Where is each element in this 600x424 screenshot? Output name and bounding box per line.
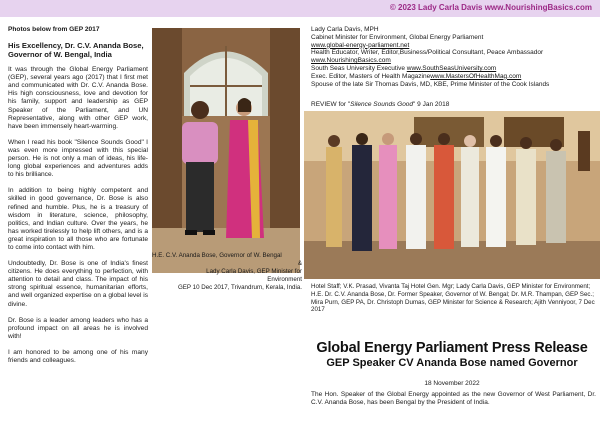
bio-editor-label: Exec. Editor, Masters of Health Magazine bbox=[311, 72, 431, 80]
press-subtitle: GEP Speaker CV Ananda Bose named Governor bbox=[326, 357, 578, 369]
paragraph-3: In addition to being highly competent and skilled in good governance, Dr. Bose is also refined and humble. Plus, he is a treasury of wisdom in literature, science, philosophy, politics, and Indian culture. Over the years, he has worked tirelessly to help lift others, and is a great inspiration to all those who are fortunate to come into contact with him. bbox=[8, 187, 148, 251]
review-prefix: REVIEW for " bbox=[311, 101, 351, 108]
masters-of-health-link[interactable]: www.MastersOfHealthMag.com bbox=[430, 72, 522, 80]
bio-university-label: South Seas University Executive bbox=[311, 64, 407, 72]
caption1-amp: & bbox=[297, 260, 302, 267]
caption1-line3: Environment bbox=[267, 276, 302, 283]
caption1-line2: Lady Carla Davis, GEP Minister for bbox=[206, 268, 302, 275]
heading-line-2: Governor of W. Bengal, India bbox=[8, 50, 112, 60]
bio-spouse: Spouse of the late Sir Thomas Davis, MD, KBE, Prime Minister of the Cook Islands bbox=[311, 80, 550, 88]
group-photo-caption: Hotel Staff; V.K. Prasad, Vivanta Taj Hotel Gen. Mgr; Lady Carla Davis, GEP Minister for Environment; H.E. Dr. C.V. Ananda Bose, Dr. Former Speaker, Governor of W. Bengal; Dr. M.R. Thampan, GEP Sec.; Mira Purn, GEP PA, Dr. Christoph Dumas, GEP Minister for Science & Research; Ajith Venniyoor, 7 Dec 2017 bbox=[311, 283, 595, 314]
paragraph-5: Dr. Bose is a leader among leaders who has a profound impact on all areas he is involved with! bbox=[8, 316, 148, 340]
south-seas-link[interactable]: www.SouthSeasUniversity.com bbox=[406, 64, 497, 72]
bio-name: Lady Carla Davis, MPH bbox=[311, 26, 379, 33]
article-heading bbox=[8, 41, 148, 59]
paragraph-2: When I read his book "Silence Sounds Good" I was even more impressed with this special person. He is not only a man of ideas, his life-long global experiences and adventures adds to his brilliance. bbox=[8, 138, 148, 179]
paragraph-6: I am honored to be among one of his many friends and colleagues. bbox=[8, 348, 148, 364]
caption1-line4: GEP 10 Dec 2017, Trivandrum, Kerala, India. bbox=[177, 284, 302, 291]
bio-roles: Health Educator, Writer, Editor,Business/Political Consultant, Peace Ambassador bbox=[311, 49, 544, 57]
bio-university bbox=[311, 65, 596, 73]
gep-website-link[interactable]: www.global-energy-parliament.net bbox=[311, 41, 410, 49]
left-column bbox=[8, 26, 148, 365]
paragraph-4: Undoubtedly, Dr. Bose is one of India's finest citizens. He does everything to perfection, with attention to detail and class. The impact of his strong spiritual essence, humanitarian efforts, and well organized expertise on a global level is divine. bbox=[8, 260, 148, 308]
review-line bbox=[311, 101, 449, 108]
press-body: The Hon. Speaker of the Global Energy appointed as the new Governor of West Parliament, Dr. C.V. Ananda Bose, has been Bengal by the President of India. bbox=[311, 391, 596, 406]
photo1-caption bbox=[152, 252, 302, 292]
press-title: Global Energy Parliament Press Release bbox=[316, 340, 588, 356]
review-book-title: Silence Sounds Good bbox=[350, 101, 414, 108]
press-date: 18 November 2022 bbox=[424, 380, 480, 387]
paragraph-1: It was through the Global Energy Parliament (GEP), several years ago (2017) that I first met and communicated with Dr. C.V. Ananda Bose. His high consciousness, love and devotion for his family, support and leadership as GEP Speaker of the Parliament, and UN Representative, along with other GEP work, have been immensely heart-warming. bbox=[8, 66, 148, 130]
group-photo bbox=[304, 111, 600, 279]
governor-portrait-photo bbox=[152, 28, 300, 273]
heading-line-1: His Excellency, Dr. C.V. Ananda Bose, bbox=[8, 41, 144, 51]
author-bio bbox=[311, 26, 596, 88]
nourishing-basics-link[interactable]: www.NourishingBasics.com bbox=[311, 57, 391, 65]
bio-title: Cabinet Minister for Environment, Global Energy Parliament bbox=[311, 33, 484, 41]
bio-editor bbox=[311, 73, 596, 81]
review-suffix: " 9 Jan 2018 bbox=[413, 101, 450, 108]
photo-source-note: Photos below from GEP 2017 bbox=[8, 26, 100, 33]
press-release-heading bbox=[304, 340, 600, 369]
copyright-text: © 2023 Lady Carla Davis www.NourishingBasics.com bbox=[389, 3, 592, 12]
top-banner bbox=[0, 0, 600, 17]
caption1-line1: H.E. C.V. Ananda Bose, Governor of W. Bengal bbox=[152, 252, 282, 259]
